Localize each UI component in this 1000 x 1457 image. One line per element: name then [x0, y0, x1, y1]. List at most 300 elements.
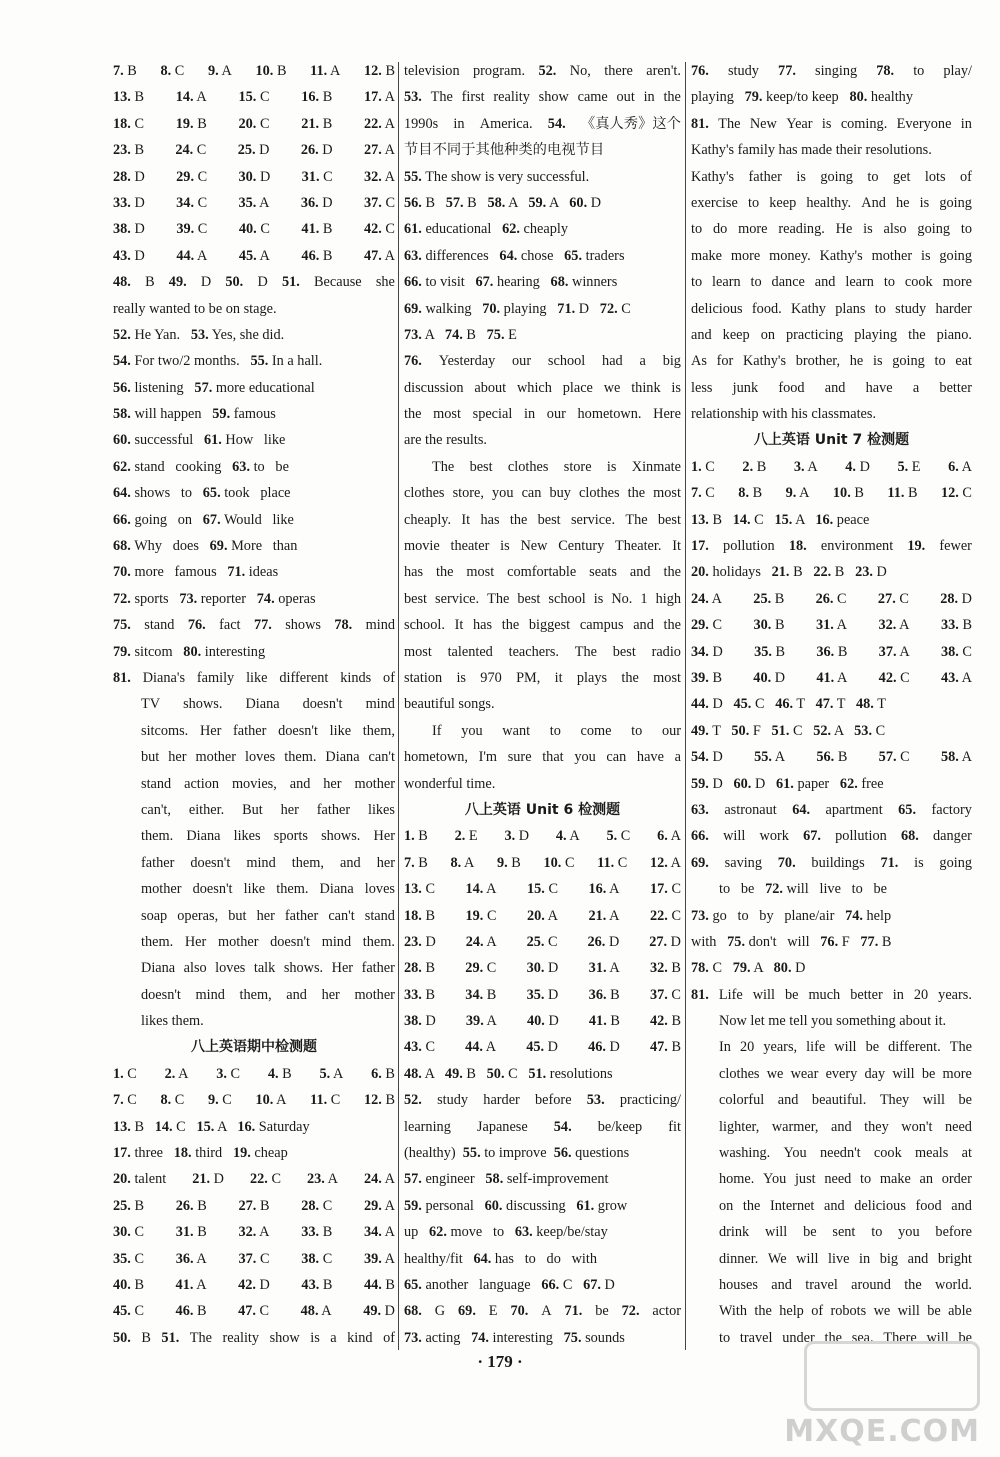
answer-token: a: [639, 353, 646, 370]
answer-line: with 75. don't will 76. F 77. B: [691, 933, 892, 950]
answer-token: Life: [718, 986, 743, 1003]
watermark-logo: [784, 1341, 980, 1449]
answer-line: [113, 955, 395, 981]
answer-line: [404, 744, 681, 770]
answer-token: can: [606, 749, 627, 766]
answer-token: environment: [820, 538, 894, 555]
answer-token: 10. B: [255, 63, 287, 79]
answer-token: keep: [722, 326, 750, 343]
section-heading: 八上英语 Unit 6 检测题: [464, 801, 621, 818]
answer-token: 27. B: [238, 1197, 270, 1214]
answer-token: but: [228, 907, 247, 924]
answer-token: and: [633, 617, 654, 634]
answer-line: [691, 164, 972, 190]
answer-token: 4. D: [845, 458, 870, 475]
answer-token: to: [719, 1329, 731, 1346]
answer-token: Diana's: [142, 669, 186, 686]
answer-token: is: [920, 247, 931, 264]
answer-token: her: [376, 854, 395, 871]
answer-token: and: [824, 379, 846, 396]
answer-token: going: [939, 854, 972, 871]
answer-line: [404, 58, 681, 84]
answer-token: 11. B: [887, 485, 918, 502]
answer-token: 53.: [586, 1092, 605, 1109]
answer-token: they: [864, 1118, 889, 1135]
answer-token: theater: [450, 538, 490, 555]
answer-token: astronaut: [724, 801, 777, 818]
answer-token: and: [629, 564, 651, 581]
answer-row: [113, 1246, 395, 1272]
answer-token: pollution: [835, 828, 887, 845]
answer-token: action: [184, 775, 220, 792]
answer-token: to: [913, 63, 925, 79]
answer-line: 13. B 14. C 15. A 16. peace: [691, 511, 870, 528]
answer-token: 28. D: [113, 168, 145, 185]
answer-line: 66. to visit 67. hearing 68. winners: [404, 274, 618, 291]
answer-token: eat: [955, 353, 972, 370]
answer-token: 54. D: [691, 749, 723, 766]
answer-token: 10. A: [255, 1092, 287, 1109]
answer-token: No,: [569, 63, 591, 79]
answer-token: stand: [144, 617, 175, 634]
answer-token: hometown.: [577, 406, 642, 423]
answer-token: 72.: [621, 1303, 640, 1320]
answer-token: can't,: [141, 801, 171, 818]
answer-token: can't: [368, 749, 395, 766]
answer-token: sent: [832, 1224, 856, 1241]
answer-token: 43. D: [113, 247, 145, 264]
answer-token: of: [960, 168, 972, 185]
answer-row: [691, 480, 972, 506]
answer-token: singing: [815, 63, 858, 79]
answer-token: America.: [479, 115, 533, 132]
answer-token: 42. C: [363, 221, 395, 238]
answer-token: 5. C: [606, 828, 631, 845]
answer-token: 32. A: [878, 617, 910, 634]
answer-token: to: [960, 221, 972, 238]
answer-token: will: [834, 1039, 857, 1056]
answer-token: 37. A: [878, 643, 910, 660]
answer-row: [404, 929, 681, 955]
answer-token: 52.: [404, 1092, 422, 1109]
answer-token: 41. B: [301, 221, 333, 238]
answer-token: has: [480, 511, 500, 528]
answer-token: 6. B: [371, 1065, 395, 1082]
answer-token: be: [595, 1303, 609, 1320]
answer-token: 81.: [691, 115, 709, 132]
answer-line: 72. sports 73. reporter 74. operas: [113, 590, 316, 607]
answer-token: the: [754, 1303, 772, 1320]
answer-token: shows: [285, 617, 321, 634]
answer-token: and: [831, 1118, 852, 1135]
answer-token: The: [430, 89, 453, 106]
answer-token: dinner.: [719, 1250, 759, 1267]
answer-token: warmer,: [771, 1118, 819, 1135]
answer-token: will: [752, 986, 775, 1003]
answer-token: 24. C: [175, 142, 207, 159]
answer-row: [113, 1298, 395, 1324]
answer-token: in: [524, 406, 536, 423]
answer-line: 68. Why does 69. More than: [113, 538, 298, 555]
answer-token: you: [461, 722, 483, 739]
answer-token: plans: [835, 300, 866, 317]
answer-token: the: [663, 617, 681, 634]
answer-token: Kathy: [791, 300, 826, 317]
answer-line: 56. listening 57. more educational: [113, 379, 315, 396]
answer-token: 7. B: [113, 63, 137, 79]
answer-token: practicing: [786, 326, 844, 343]
answer-token: going: [939, 194, 972, 211]
answer-token: 35. C: [113, 1250, 144, 1267]
answer-line: [691, 533, 972, 559]
answer-token: a: [912, 379, 920, 396]
answer-token: you: [492, 485, 514, 502]
answer-token: doesn't: [190, 854, 231, 871]
answer-token: the: [904, 1276, 922, 1293]
answer-line: [691, 1193, 972, 1219]
page-number: · 179 ·: [477, 1352, 523, 1371]
answer-token: 78.: [334, 617, 353, 634]
answer-line: [691, 1166, 972, 1192]
answer-token: piano.: [936, 326, 972, 343]
answer-token: about: [474, 379, 507, 396]
answer-token: doesn't: [270, 933, 311, 950]
answer-token: As: [691, 353, 707, 370]
answer-row: [404, 876, 681, 902]
answer-token: You: [763, 1171, 787, 1188]
answer-line: [691, 296, 972, 322]
answer-token: Kathy's: [691, 168, 735, 185]
answer-line: beautiful songs.: [404, 696, 495, 713]
answer-token: 40. D: [753, 669, 786, 686]
answer-line: [404, 401, 681, 427]
answer-token: 22. C: [650, 907, 681, 924]
answer-token: world.: [935, 1276, 972, 1293]
answer-token: healthy.: [806, 194, 852, 211]
answer-token: 49. D: [363, 1303, 395, 1320]
answer-token: 19.: [907, 538, 926, 555]
answer-token: 19. B: [175, 115, 207, 132]
answer-token: is: [500, 538, 510, 555]
answer-token: 9. A: [785, 485, 810, 502]
answer-row: [113, 164, 395, 190]
answer-token: her: [321, 986, 340, 1003]
answer-token: family: [196, 669, 235, 686]
answer-token: Year: [786, 115, 813, 132]
answer-token: Century: [558, 538, 605, 555]
answer-token: them.: [141, 828, 174, 845]
answer-token: think: [631, 379, 661, 396]
answer-token: 76.: [187, 617, 206, 634]
answer-token: 7. C: [691, 485, 715, 502]
answer-token: also: [183, 960, 207, 977]
answer-token: father: [316, 801, 351, 818]
answer-token: 26. B: [175, 1197, 207, 1214]
answer-token: 75.: [113, 617, 131, 634]
answer-line: [404, 586, 681, 612]
answer-token: them,: [291, 854, 324, 871]
answer-token: 37. C: [364, 194, 395, 211]
answer-column-2: [404, 58, 681, 1351]
answer-token: Here: [653, 406, 681, 423]
answer-token: loves: [364, 881, 395, 898]
answer-token: clothes: [507, 458, 549, 475]
answer-token: best: [537, 511, 561, 528]
answer-line: 57. engineer 58. self-improvement: [404, 1171, 609, 1188]
answer-token: 20: [913, 986, 929, 1003]
answer-token: robots: [830, 1303, 867, 1320]
answer-token: travel: [805, 1276, 838, 1293]
answer-token: mother: [354, 775, 395, 792]
answer-token: is: [863, 221, 873, 238]
answer-token: will: [765, 1224, 788, 1241]
answer-token: is: [593, 590, 604, 607]
answer-token: 23. A: [307, 1171, 338, 1188]
answer-token: buy: [549, 485, 571, 502]
answer-token: 5. E: [897, 458, 921, 475]
answer-line: [691, 823, 972, 849]
answer-token: like: [246, 669, 268, 686]
answer-line: 66. going on 67. Would like: [113, 511, 294, 528]
answer-token: 36. D: [300, 194, 333, 211]
answer-token: 27. A: [364, 142, 395, 159]
answer-line: [113, 269, 395, 295]
answer-row: [404, 850, 681, 876]
answer-line: are the results.: [404, 432, 487, 449]
answer-token: 8. A: [450, 854, 475, 871]
answer-token: her: [323, 775, 342, 792]
answer-token: get: [892, 168, 911, 185]
answer-token: them.: [141, 933, 174, 950]
answer-line: healthy/fit 64. has to do with: [404, 1250, 597, 1267]
answer-token: 11. C: [597, 854, 628, 871]
answer-token: is: [456, 669, 466, 686]
answer-token: mind: [365, 617, 395, 634]
answer-token: a: [330, 1329, 337, 1346]
answer-line: 56. B 57. B 58. A 59. A 60. D: [404, 194, 602, 211]
answer-line: [113, 612, 395, 638]
answer-token: junk: [732, 379, 759, 396]
column-divider: [685, 62, 686, 1350]
answer-token: 36. B: [588, 986, 620, 1003]
answer-token: store: [563, 458, 592, 475]
answer-token: kinds: [340, 669, 372, 686]
answer-token: need: [944, 1118, 972, 1135]
answer-token: around: [851, 1276, 891, 1293]
answer-token: 70.: [777, 854, 796, 871]
answer-row: [113, 84, 395, 110]
answer-token: her: [168, 749, 187, 766]
answer-token: more: [730, 247, 761, 264]
answer-token: mother: [195, 749, 237, 766]
answer-token: 11. A: [310, 63, 341, 79]
answer-token: is: [914, 854, 924, 871]
answer-token: learn: [712, 274, 741, 291]
answer-token: 71.: [564, 1303, 583, 1320]
answer-token: cook: [904, 274, 933, 291]
answer-token: them.: [362, 933, 395, 950]
answer-token: The: [189, 1329, 213, 1346]
answer-token: 15. C: [527, 881, 558, 898]
answer-token: and: [286, 986, 307, 1003]
answer-token: 53.: [404, 89, 422, 106]
answer-token: most: [404, 643, 432, 660]
answer-token: houses: [719, 1276, 758, 1293]
answer-token: 69.: [691, 854, 709, 871]
answer-line: 78. C 79. A 80. D: [691, 960, 806, 977]
answer-token: 2. B: [742, 458, 767, 475]
answer-token: and: [691, 326, 712, 343]
answer-line: wonderful time.: [404, 775, 496, 792]
answer-token: that: [542, 749, 564, 766]
answer-token: factory: [931, 801, 972, 818]
answer-token: be: [803, 1224, 817, 1241]
answer-token: an: [919, 1171, 934, 1188]
answer-token: 35. A: [238, 194, 270, 211]
answer-token: 3. C: [216, 1065, 241, 1082]
answer-row: [404, 903, 681, 929]
answer-token: cook: [873, 1145, 902, 1162]
answer-token: father: [361, 960, 395, 977]
answer-token: 47. B: [650, 1039, 681, 1056]
answer-token: stand: [141, 775, 172, 792]
answer-line: 55. The show is very successful.: [404, 168, 590, 185]
answer-token: 32. B: [649, 960, 681, 977]
answer-token: 47. A: [363, 247, 395, 264]
answer-token: be: [784, 986, 799, 1003]
answer-token: 24. A: [691, 590, 722, 607]
answer-token: the: [663, 564, 681, 581]
answer-token: learn: [845, 274, 874, 291]
answer-token: sure: [507, 749, 532, 766]
answer-token: 35. B: [754, 643, 786, 660]
answer-token: you: [898, 1224, 920, 1241]
answer-token: doesn't: [302, 696, 343, 713]
answer-token: 44. A: [176, 247, 208, 264]
answer-line: [404, 111, 681, 137]
answer-token: of: [383, 1329, 395, 1346]
answer-token: 29. C: [691, 617, 722, 634]
answer-token: 43. C: [404, 1039, 435, 1056]
answer-line: to be 72. will live to be: [719, 881, 887, 898]
answer-token: reality: [222, 1329, 260, 1346]
answer-token: needn't: [819, 1145, 861, 1162]
answer-token: There: [883, 1329, 917, 1346]
answer-token: need: [824, 1171, 852, 1188]
answer-token: just: [794, 1171, 816, 1188]
answer-line: 65. another language 66. C 67. D: [404, 1276, 615, 1293]
answer-token: delicious: [691, 300, 743, 317]
answer-token: clothes: [719, 1065, 760, 1082]
answer-token: in: [453, 115, 465, 132]
answer-token: best: [469, 458, 493, 475]
answer-token: years.: [938, 986, 972, 1003]
answer-token: teachers.: [508, 643, 560, 660]
answer-row: [113, 1219, 395, 1245]
answer-token: 23. B: [113, 142, 144, 159]
answer-token: the: [824, 1329, 842, 1346]
answer-token: 《真人秀》这个: [580, 115, 681, 132]
answer-token: more: [942, 274, 972, 291]
answer-token: show: [538, 89, 569, 106]
answer-row: [404, 1008, 681, 1034]
answer-row: [113, 137, 395, 163]
answer-token: had: [602, 353, 623, 370]
answer-token: They: [879, 1092, 910, 1109]
answer-token: 17.: [691, 538, 709, 555]
answer-token: Diana: [325, 749, 360, 766]
answer-token: 78.: [876, 63, 895, 79]
answer-token: 54.: [547, 115, 566, 132]
answer-token: In: [719, 1039, 731, 1056]
answer-token: 40. D: [527, 1013, 559, 1030]
answer-token: the: [663, 89, 681, 106]
answer-token: 33. B: [941, 617, 972, 634]
answer-token: 42. C: [878, 669, 910, 686]
answer-token: exercise: [691, 194, 738, 211]
answer-token: much: [808, 986, 841, 1003]
answer-token: in: [960, 115, 972, 132]
answer-token: harder: [935, 300, 972, 317]
answer-token: we: [873, 1303, 891, 1320]
answer-token: 45. A: [238, 247, 270, 264]
answer-line: [404, 559, 681, 585]
answer-token: is: [872, 353, 883, 370]
answer-token: to: [549, 722, 561, 739]
answer-token: cheaply.: [404, 511, 452, 528]
answer-line: [404, 1114, 681, 1140]
answer-row: [113, 1166, 395, 1192]
answer-token: 1990s: [404, 115, 439, 132]
answer-token: 4. A: [555, 828, 580, 845]
answer-token: came: [577, 89, 608, 106]
answer-token: 40. B: [113, 1276, 144, 1293]
answer-token: going: [939, 247, 972, 264]
answer-token: be/keep: [597, 1118, 643, 1135]
answer-token: 42. B: [650, 1013, 681, 1030]
answer-token: 7. C: [113, 1092, 137, 1109]
answer-token: keep: [769, 194, 797, 211]
answer-token: 38. C: [301, 1250, 333, 1267]
answer-token: and: [814, 274, 836, 291]
answer-token: 41. B: [588, 1013, 620, 1030]
answer-line: Now let me tell you something about it.: [719, 1013, 947, 1030]
answer-token: 28. B: [404, 960, 435, 977]
answer-token: If: [432, 722, 442, 739]
answer-token: The: [574, 643, 598, 660]
answer-token: 2. E: [454, 828, 478, 845]
answer-token: mother: [871, 247, 913, 264]
answer-token: to: [750, 274, 762, 291]
answer-token: be: [921, 1065, 936, 1082]
answer-token: and: [340, 854, 361, 871]
answer-token: 65.: [898, 801, 917, 818]
answer-token: 22. C: [250, 1171, 281, 1188]
answer-token: 26. C: [815, 590, 847, 607]
answer-token: doesn't: [278, 722, 318, 739]
answer-token: 38. C: [940, 643, 972, 660]
answer-token: fit: [668, 1118, 681, 1135]
answer-token: 40. C: [238, 221, 270, 238]
answer-token: It: [672, 538, 681, 555]
answer-line: 58. will happen 59. famous: [113, 406, 276, 423]
answer-token: 49.: [168, 274, 187, 291]
answer-token: school.: [404, 617, 445, 634]
answer-token: aren't.: [646, 63, 681, 79]
answer-token: 33. D: [113, 194, 145, 211]
answer-token: years,: [763, 1039, 798, 1056]
answer-token: saving: [724, 854, 762, 871]
